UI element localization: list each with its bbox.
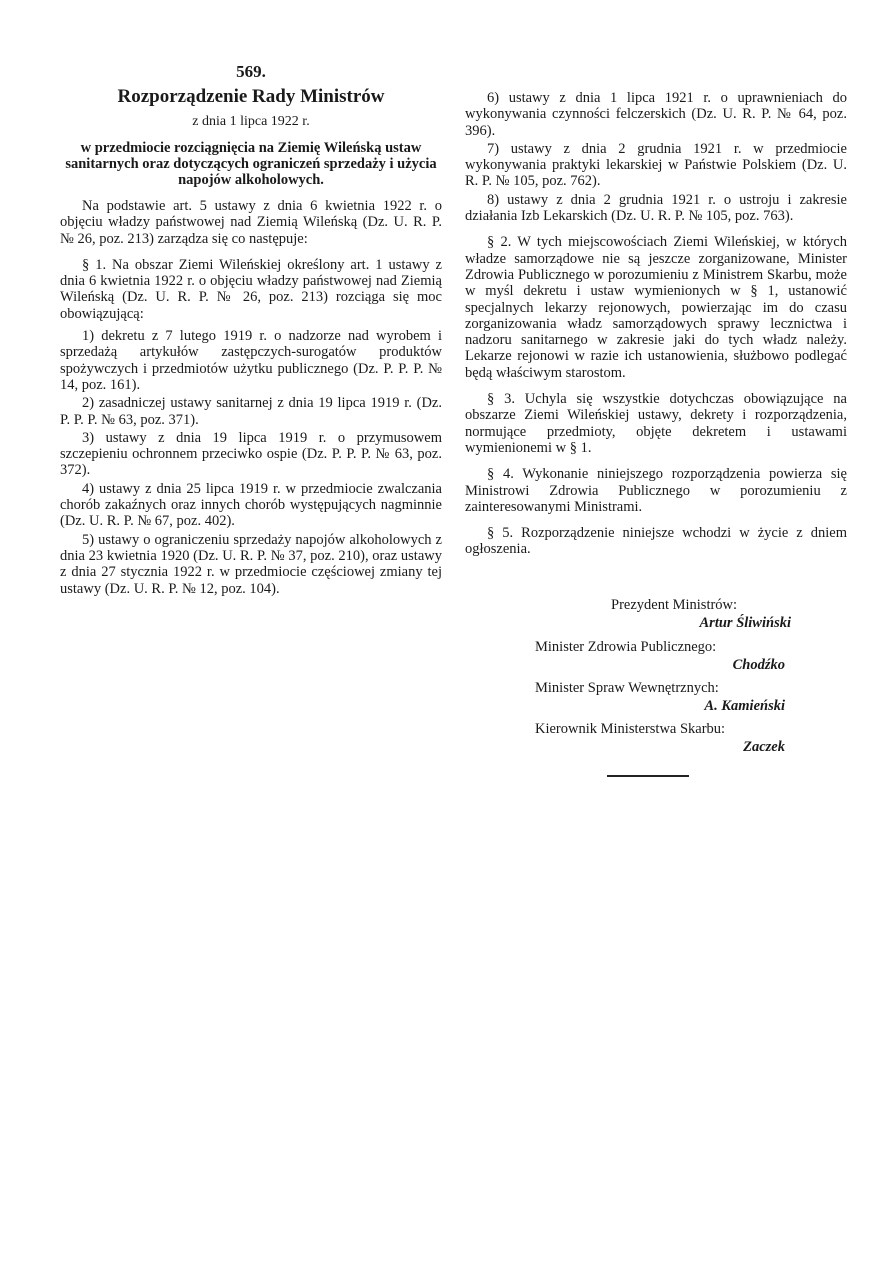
preamble: Na podstawie art. 5 ustawy z dnia 6 kwietnia 1922 r. o objęciu władzy państwowej nad Ziemią Wileńską (Dz. U. R. P. № 26, poz. 213) zarządza się co następuje: <box>60 198 442 247</box>
section-3: § 3. Uchyla się wszystkie dotychczas obowiązujące na obszarze Ziemi Wileńskiej ustawy, dekrety i rozporządzenia, normujące przedmioty, objęte dekretem i ustawami wymienionemi w § 1. <box>465 391 847 456</box>
section-1: § 1. Na obszar Ziemi Wileńskiej określony art. 1 ustawy z dnia 6 kwietnia 1922 r. o objęciu władzy państwowej nad Ziemią Wileńską (Dz. U. R. P. № 26, poz. 213) rozciąga się moc obowiązującą: <box>60 256 442 322</box>
act-number: 569. <box>236 62 266 81</box>
list-item-7: 7) ustawy z dnia 2 grudnia 1921 r. w przedmiocie wykonywania praktyki lekarskiej w Państwie Polskiem (Dz. U. R. P. № 105, poz. 762). <box>465 140 847 190</box>
signature-prime-minister <box>611 596 791 632</box>
list-item-8: 8) ustawy z dnia 2 grudnia 1921 r. o ustroju i zakresie działania Izb Lekarskich (Dz. U. R. P. № 105, poz. 763). <box>465 191 847 225</box>
signature-role: Minister Spraw Wewnętrznych: <box>535 680 719 696</box>
signature-name: Zaczek <box>743 739 785 755</box>
left-column <box>60 62 442 599</box>
signature-role: Minister Zdrowia Publicznego: <box>535 639 717 655</box>
list-item-6: 6) ustawy z dnia 1 lipca 1921 r. o uprawnieniach do wykonywania czynności felczerskich (Dz. U. R. P. № 64, poz. 396). <box>465 90 847 139</box>
signature-health-minister <box>535 638 785 674</box>
signature-name: A. Kamieński <box>704 698 785 714</box>
list-item-1: 1) dekretu z 7 lutego 1919 r. o nadzorze nad wyrobem i sprzedażą artykułów zastępczych-surogatów produktów spożywczych i przedmiotów użytku publicznego (Dz. P. P. P. № 14, poz. 161). <box>60 328 442 393</box>
signature-interior-minister <box>535 679 785 715</box>
list-item-3: 3) ustawy z dnia 19 lipca 1919 r. o przymusowem szczepieniu ochronnem przeciwko ospie (Dz. P. P. P. № 63, poz. 372). <box>60 429 442 479</box>
right-column <box>465 90 847 564</box>
list-item-5: 5) ustawy o ograniczeniu sprzedaży napojów alkoholowych z dnia 23 kwietnia 1920 (Dz. U. R. P. № 37, poz. 210), oraz ustawy z dnia 27 stycznia 1922 r. w przedmiocie częściowej zmiany tej ustawy (Dz. U. R. P. № 12, poz. 104). <box>60 531 442 597</box>
act-date: z dnia 1 lipca 1922 r. <box>192 114 310 129</box>
section-4: § 4. Wykonanie niniejszego rozporządzenia powierza się Ministrowi Zdrowia Publicznego w porozumieniu z zainteresowanymi Ministrami. <box>465 466 847 515</box>
signature-treasury-head <box>535 720 785 756</box>
list-item-2: 2) zasadniczej ustawy sanitarnej z dnia 19 lipca 1919 r. (Dz. P. P. P. № 63, poz. 371). <box>60 395 442 428</box>
signature-role: Kierownik Ministerstwa Skarbu: <box>535 721 726 737</box>
list-item-4: 4) ustawy z dnia 25 lipca 1919 r. w przedmiocie zwalczania chorób zakaźnych oraz innych chorób występujących nagminnie (Dz. U. R. P. № 67, poz. 402). <box>60 480 442 530</box>
section-5: § 5. Rozporządzenie niniejsze wchodzi w życie z dniem ogłoszenia. <box>465 525 847 558</box>
act-subject: w przedmiocie rozciągnięcia na Ziemię Wileńską ustaw sanitarnych oraz dotyczących ograniczeń sprzedaży i użycia napojów alkoholowych. <box>65 140 437 188</box>
signature-role: Prezydent Ministrów: <box>611 597 738 613</box>
signature-name: Chodźko <box>732 657 785 673</box>
act-title: Rozporządzenie Rady Ministrów <box>117 86 385 107</box>
signature-name: Artur Śliwiński <box>699 615 791 631</box>
closing-rule <box>607 775 689 777</box>
section-2: § 2. W tych miejscowościach Ziemi Wileńskiej, w których władze samorządowe nie są jeszcze zorganizowane, Minister Zdrowia Publicznego w porozumieniu z Ministrem Skarbu, może w myśl dekretu i ustaw wymienionych w § 1, ustanowić specjalnych lekarzy rejonowych, powierzając im do czasu zorganizowania władz samorządowych sprawy lecznictwa i nadzoru sanitarnego w zakresie jaki do tych władz należy. Lekarze rejonowi w razie ich ustanowienia, służbowo podlegać będą właściwym starostom. <box>465 234 847 381</box>
